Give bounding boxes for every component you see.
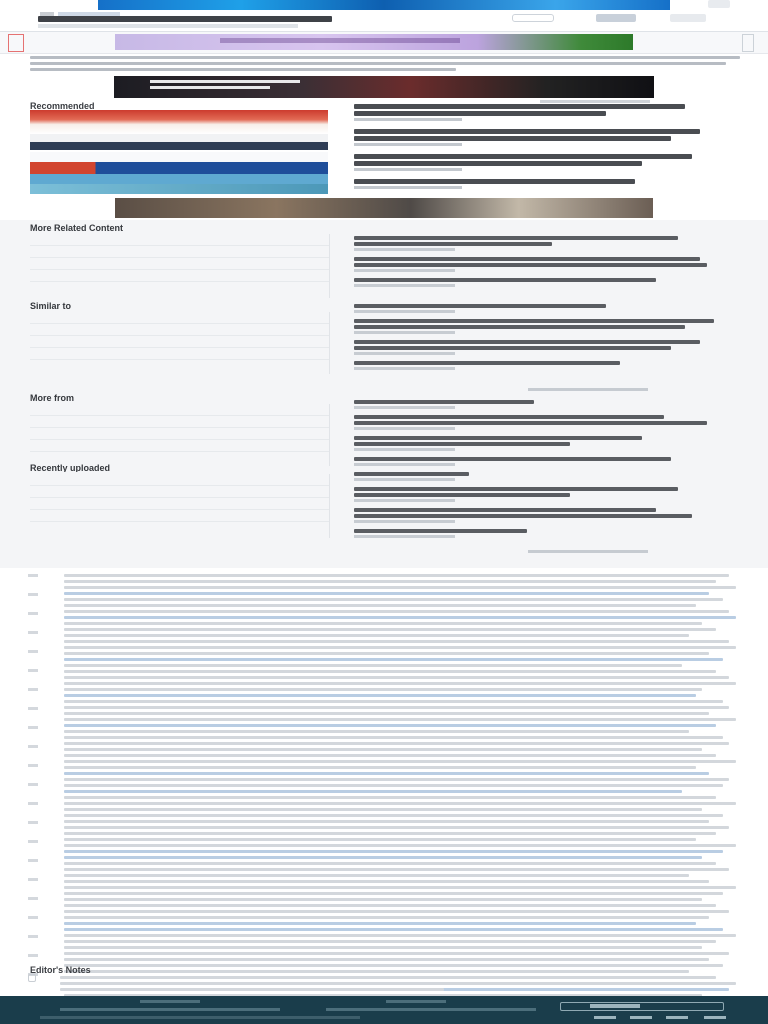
recent-list bbox=[354, 472, 714, 544]
transcript-line bbox=[64, 940, 716, 943]
transcript-line bbox=[64, 682, 736, 685]
hero-caption bbox=[540, 100, 650, 103]
more-button[interactable] bbox=[670, 14, 706, 22]
social-icon[interactable] bbox=[666, 1016, 688, 1019]
recommended-thumbnail-5[interactable] bbox=[30, 162, 328, 174]
transcript-line bbox=[64, 856, 702, 859]
slide-number bbox=[28, 802, 38, 805]
slide-number bbox=[28, 935, 38, 938]
transcript-line bbox=[64, 868, 729, 871]
slide-number bbox=[28, 631, 38, 634]
recently-uploaded-heading: Recently uploaded bbox=[30, 464, 111, 472]
more-related-panel bbox=[30, 234, 330, 298]
slide-number bbox=[28, 878, 38, 881]
transcript-line bbox=[64, 790, 682, 793]
transcript-line bbox=[64, 676, 729, 679]
transcript-line bbox=[64, 820, 709, 823]
recommended-thumbnail-2[interactable] bbox=[30, 134, 328, 142]
transcript-line bbox=[64, 754, 716, 757]
transcript-line bbox=[64, 838, 696, 841]
transcript-line bbox=[64, 574, 729, 577]
footer-link[interactable] bbox=[60, 1008, 280, 1011]
language-select[interactable] bbox=[560, 1002, 724, 1011]
transcript-line bbox=[64, 916, 709, 919]
transcript-line bbox=[64, 874, 689, 877]
transcript-line bbox=[64, 580, 716, 583]
similar-more-link[interactable] bbox=[528, 388, 648, 391]
social-icon[interactable] bbox=[594, 1016, 616, 1019]
recommended-thumbnail-3[interactable] bbox=[30, 142, 328, 150]
transcript-line bbox=[64, 766, 696, 769]
transcript-line bbox=[64, 592, 709, 595]
more-from-list bbox=[354, 400, 714, 472]
share-button[interactable] bbox=[596, 14, 636, 22]
recommended-thumbnail-1[interactable] bbox=[30, 110, 328, 134]
list-item[interactable] bbox=[354, 236, 714, 251]
transcript-line bbox=[64, 610, 729, 613]
transcript-line bbox=[64, 586, 736, 589]
transcript-line bbox=[64, 706, 729, 709]
transcript-line bbox=[64, 850, 723, 853]
list-item[interactable] bbox=[354, 104, 714, 121]
transcript-line bbox=[64, 808, 702, 811]
slide-number bbox=[28, 574, 38, 577]
page-title bbox=[38, 16, 348, 22]
slide-number bbox=[28, 783, 38, 786]
transcript-line bbox=[64, 700, 723, 703]
transcript-line bbox=[64, 670, 716, 673]
transcript-line bbox=[64, 736, 723, 739]
recent-panel bbox=[30, 474, 330, 538]
transcript-line bbox=[64, 832, 716, 835]
recent-more-link[interactable] bbox=[528, 550, 648, 553]
transcript-line bbox=[64, 814, 723, 817]
transcript-line bbox=[64, 922, 696, 925]
transcript-body bbox=[64, 574, 736, 964]
footer-link[interactable] bbox=[140, 1000, 200, 1003]
slide-number bbox=[28, 612, 38, 615]
transcript-line bbox=[64, 904, 716, 907]
transcript-line bbox=[64, 694, 696, 697]
more-from-panel bbox=[30, 404, 330, 466]
ad-banner-text bbox=[220, 38, 460, 43]
footer-link[interactable] bbox=[386, 1000, 446, 1003]
list-item[interactable] bbox=[354, 179, 714, 189]
transcript-line bbox=[64, 772, 709, 775]
transcript-line bbox=[64, 640, 729, 643]
transcript-line bbox=[64, 718, 736, 721]
transcript-line bbox=[64, 712, 709, 715]
transcript-line bbox=[64, 724, 716, 727]
transcript-line bbox=[64, 778, 729, 781]
editors-notes-heading: Editor's Notes bbox=[30, 966, 91, 974]
list-item[interactable] bbox=[354, 400, 714, 409]
social-icon[interactable] bbox=[630, 1016, 652, 1019]
transcript-line bbox=[64, 760, 736, 763]
editors-notes-text bbox=[60, 976, 700, 996]
download-button[interactable] bbox=[512, 14, 554, 22]
document-description bbox=[30, 56, 740, 76]
language-select-value bbox=[590, 1004, 640, 1008]
transcript-line bbox=[64, 796, 716, 799]
transcript-line bbox=[64, 742, 729, 745]
transcript-line bbox=[64, 646, 736, 649]
note-icon bbox=[28, 974, 36, 982]
transcript-line bbox=[64, 616, 736, 619]
transcript-line bbox=[64, 658, 723, 661]
slide-number bbox=[28, 821, 38, 824]
footer-copyright bbox=[40, 1016, 360, 1019]
mid-ad-banner[interactable] bbox=[115, 198, 653, 218]
recommended-thumbnail-4[interactable] bbox=[30, 152, 328, 162]
list-item[interactable] bbox=[354, 487, 714, 502]
transcript-line bbox=[64, 946, 702, 949]
footer-link[interactable] bbox=[326, 1008, 536, 1011]
transcript-line bbox=[64, 958, 709, 961]
transcript-line bbox=[64, 784, 723, 787]
transcript-line bbox=[64, 934, 736, 937]
list-item[interactable] bbox=[354, 436, 714, 451]
social-icon[interactable] bbox=[704, 1016, 726, 1019]
transcript-line bbox=[64, 598, 723, 601]
top-ad-banner[interactable] bbox=[98, 0, 670, 10]
slide-number bbox=[28, 650, 38, 653]
hero-ad-text bbox=[150, 80, 350, 92]
transcript-line bbox=[64, 826, 729, 829]
slide-number bbox=[28, 840, 38, 843]
list-item[interactable] bbox=[354, 319, 714, 334]
more-from-heading: More from bbox=[30, 394, 75, 402]
transcript-line bbox=[64, 652, 709, 655]
similar-to-heading: Similar to bbox=[30, 302, 72, 310]
list-item[interactable] bbox=[354, 529, 714, 538]
list-item[interactable] bbox=[354, 472, 714, 481]
list-item[interactable] bbox=[354, 457, 714, 466]
recommended-list bbox=[354, 104, 714, 197]
close-icon[interactable] bbox=[708, 0, 730, 8]
slide-number bbox=[28, 707, 38, 710]
slide-number bbox=[28, 726, 38, 729]
list-item[interactable] bbox=[354, 361, 714, 370]
slide-number bbox=[28, 593, 38, 596]
list-item[interactable] bbox=[354, 257, 714, 272]
slide-number bbox=[28, 764, 38, 767]
transcript-line bbox=[64, 730, 689, 733]
transcript-line bbox=[64, 664, 682, 667]
list-item[interactable] bbox=[354, 415, 714, 430]
page-subtitle bbox=[38, 24, 298, 28]
transcript-line bbox=[64, 688, 702, 691]
recommended-heading: Recommended bbox=[30, 102, 95, 110]
recommended-thumbnail-6[interactable] bbox=[30, 174, 328, 184]
transcript-line bbox=[64, 634, 689, 637]
slide-number bbox=[28, 745, 38, 748]
more-related-heading: More Related Content bbox=[30, 224, 124, 232]
slide-number bbox=[28, 954, 38, 957]
recommended-thumbnail-7[interactable] bbox=[30, 184, 328, 194]
slide-number bbox=[28, 688, 38, 691]
more-related-list bbox=[354, 236, 714, 293]
similar-panel bbox=[30, 312, 330, 374]
transcript-line bbox=[64, 844, 736, 847]
similar-list bbox=[354, 304, 714, 376]
list-item[interactable] bbox=[354, 154, 714, 171]
slide-number bbox=[28, 897, 38, 900]
slide-numbers bbox=[28, 574, 58, 964]
transcript-line bbox=[64, 910, 729, 913]
slide-number bbox=[28, 916, 38, 919]
transcript-line bbox=[64, 802, 736, 805]
list-item[interactable] bbox=[354, 278, 714, 287]
transcript-line bbox=[64, 604, 696, 607]
list-item[interactable] bbox=[354, 129, 714, 146]
list-item[interactable] bbox=[354, 508, 714, 523]
slide-number bbox=[28, 669, 38, 672]
transcript-line bbox=[64, 928, 723, 931]
slide-number bbox=[28, 859, 38, 862]
transcript-line bbox=[64, 892, 723, 895]
transcript-line bbox=[64, 748, 702, 751]
transcript-line bbox=[64, 886, 736, 889]
transcript-line bbox=[64, 952, 729, 955]
ad-side-right[interactable] bbox=[742, 34, 754, 52]
transcript-line bbox=[64, 622, 702, 625]
list-item[interactable] bbox=[354, 304, 714, 313]
transcript-line bbox=[64, 880, 709, 883]
transcript-line bbox=[64, 628, 716, 631]
transcript-line bbox=[64, 898, 702, 901]
ad-side-left[interactable] bbox=[8, 34, 24, 52]
transcript-line bbox=[64, 862, 716, 865]
list-item[interactable] bbox=[354, 340, 714, 355]
